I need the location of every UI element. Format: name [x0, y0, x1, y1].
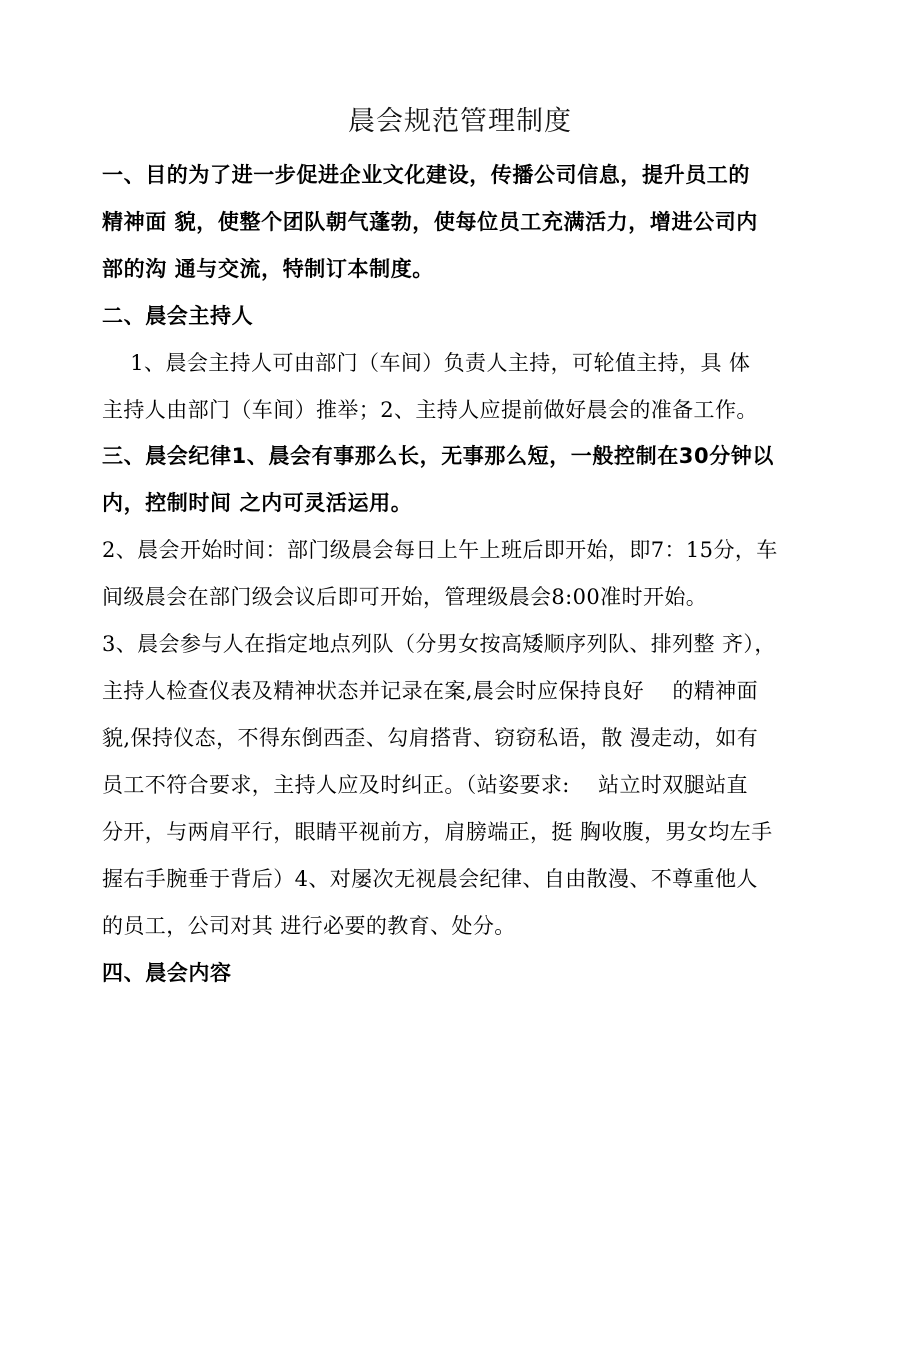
section-3-heading-line-1: 三、晨会纪律1、晨会有事那么长，无事那么短，一般控制在30分钟以: [102, 444, 775, 468]
section-3-heading-line-2: 内，控制时间 之内可灵活运用。: [102, 491, 413, 515]
section-1-line-1: 一、目的为了进一步促进企业文化建设，传播公司信息，提升员工的: [102, 163, 750, 187]
section-3-item-3-line-5: 分开，与两肩平行，眼睛平视前方，肩膀端正，挺 胸收腹，男女均左手: [102, 820, 773, 844]
section-3-item-2-line-2: 间级晨会在部门级会议后即可开始，管理级晨会8:00准时开始。: [102, 585, 708, 609]
section-3-item-4-line-1: 握右手腕垂于背后）4、对屡次无视晨会纪律、自由散漫、不尊重他人: [102, 867, 758, 891]
section-1-line-3: 部的沟 通与交流，特制订本制度。: [102, 257, 434, 281]
section-2-heading: 二、晨会主持人: [102, 304, 254, 328]
section-3-item-4-line-2: 的员工，公司对其 进行必要的教育、处分。: [102, 914, 516, 938]
section-3-item-3-line-3: 貌,保持仪态，不得东倒西歪、勾肩搭背、窃窃私语，散 漫走动，如有: [102, 726, 759, 750]
section-3-item-3-line-2: 主持人检查仪表及精神状态并记录在案,晨会时应保持良好 的精神面: [102, 679, 758, 703]
section-1-line-2: 精神面 貌，使整个团队朝气蓬勃，使每位员工充满活力，增进公司内: [102, 210, 758, 234]
section-2-line-2: 主持人由部门（车间）推举；2、主持人应提前做好晨会的准备工作。: [102, 398, 758, 422]
section-3-item-3-line-1: 3、晨会参与人在指定地点列队（分男女按高矮顺序列队、排列整 齐），: [102, 632, 776, 656]
section-3-item-2-line-1: 2、晨会开始时间：部门级晨会每日上午上班后即开始，即7：15分，车: [102, 538, 778, 562]
document-title: 晨会规范管理制度: [348, 106, 572, 137]
section-2-line-1: 1、晨会主持人可由部门（车间）负责人主持，可轮值主持，具 体: [102, 351, 751, 375]
section-3-item-3-line-4: 员工不符合要求，主持人应及时纠正。（站姿要求: 站立时双腿站直: [102, 773, 748, 797]
section-4-heading: 四、晨会内容: [102, 961, 232, 985]
